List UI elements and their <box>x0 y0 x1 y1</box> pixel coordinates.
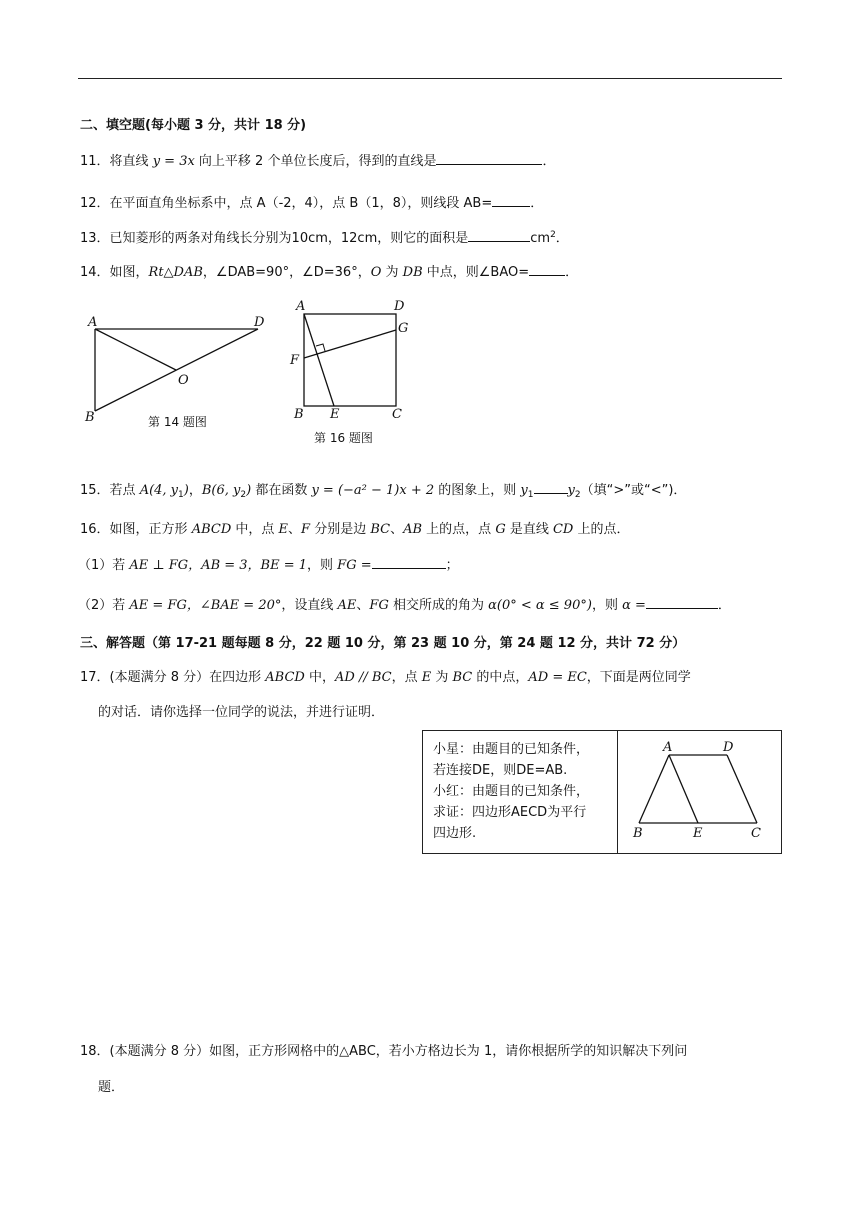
q16-text-2: 中，点 <box>231 522 279 537</box>
q11-answer-blank[interactable] <box>436 152 542 165</box>
q17-parallel: AD // BC <box>335 670 392 685</box>
q16-side-bc: BC <box>370 522 391 537</box>
q15-y1: y <box>520 483 528 498</box>
q16-part1-text: （1）若 <box>78 558 130 573</box>
q16-point-g: G <box>495 522 506 537</box>
question-16-part-2 <box>78 594 731 613</box>
q16-part1-text-2: ，则 <box>307 558 338 573</box>
question-13 <box>80 227 569 246</box>
q11-end: ． <box>542 154 556 169</box>
header-rule <box>78 78 782 79</box>
q16-part2-fg: FG <box>369 598 389 613</box>
q14-text: 14．如图， <box>80 265 149 280</box>
q15-text-2: 都在函数 <box>251 483 312 498</box>
q16-part1-expression: AE ⊥ FG，AB = 3，BE = 1 <box>129 558 308 573</box>
q16-part2-text-4: 相交所成的角为 <box>388 598 489 613</box>
q17-text: 17．(本题满分 8 分）在四边形 <box>80 670 266 685</box>
q16-part1-end: ； <box>445 558 459 573</box>
q16-part1-answer-blank[interactable] <box>372 556 446 569</box>
q13-answer-blank[interactable] <box>468 229 530 242</box>
fig16-label-a: A <box>296 299 306 314</box>
q16-text-3: 、 <box>288 522 302 537</box>
q17-fig-label-a: A <box>663 740 673 755</box>
q15-y2: y <box>567 483 575 498</box>
q17-dialog-line: 求证：四边形AECD为平行 <box>433 805 587 820</box>
q16-part2-text-5: ，则 <box>591 598 623 613</box>
fig16-segment-ae <box>304 314 334 406</box>
question-18-line-2: 题． <box>98 1080 125 1095</box>
fig14-label-b: B <box>85 410 95 425</box>
q17-text-3: ，点 <box>391 670 422 685</box>
section-heading-fill-in: 二、填空题(每小题 3 分，共计 18 分) <box>80 118 307 133</box>
q15-y2-sub: 2 <box>574 490 581 500</box>
q13-end: ． <box>555 231 569 246</box>
q13-unit: cm <box>530 231 551 246</box>
q16-end: 上的点． <box>573 522 630 537</box>
q14-text-4: 中点，则∠BAO= <box>422 265 530 280</box>
q17-fig-label-b: B <box>633 826 643 841</box>
q17-fig-label-d: D <box>723 740 734 755</box>
q16-part2-text: （2）若 <box>78 598 130 613</box>
q17-fig-side-ab <box>639 755 669 823</box>
fig16-caption: 第 16 题图 <box>314 431 373 445</box>
q11-text: 11．将直线 <box>80 154 153 169</box>
q16-part2-ae: AE <box>337 598 357 613</box>
q16-part2-end: ． <box>717 598 731 613</box>
q16-text-6: 上的点，点 <box>422 522 496 537</box>
q17-dialog-line: 四边形. <box>433 826 477 841</box>
q17-dialog-box <box>422 730 782 854</box>
fig14-label-a: A <box>88 315 98 330</box>
q16-text-5: 、 <box>390 522 404 537</box>
question-18-line-1: 18．(本题满分 8 分）如图，正方形网格中的△ABC，若小方格边长为 1，请你根据所学的知识解决下列问 <box>80 1044 688 1059</box>
q17-text-2: 中， <box>304 670 335 685</box>
q12-end: ． <box>530 196 544 211</box>
q17-fig-side-dc <box>727 755 757 823</box>
q16-part2-expression: AE = FG，∠BAE = 20° <box>129 598 282 613</box>
question-15 <box>80 479 686 500</box>
fig16-square <box>304 314 396 406</box>
fig16-label-e: E <box>330 407 340 422</box>
q14-answer-blank[interactable] <box>529 263 565 276</box>
question-14 <box>80 261 578 280</box>
fig16-label-b: B <box>294 407 304 422</box>
q17-point-e: E <box>421 670 432 685</box>
q17-equality: AD = EC <box>528 670 587 685</box>
fig14-segment-ao <box>95 329 176 370</box>
q15-point-a-sub: 1 <box>178 490 184 500</box>
q17-dialog-line: 若连接DE，则DE=AB. <box>433 763 568 778</box>
q15-answer-blank[interactable] <box>534 481 568 494</box>
question-16 <box>80 518 629 537</box>
q16-part1-fg: FG = <box>337 558 372 573</box>
q16-square-name: ABCD <box>191 522 232 537</box>
figure-16 <box>282 296 422 448</box>
q16-point-e: E <box>278 522 289 537</box>
question-16-part-1 <box>78 554 459 573</box>
q13-text: 13．已知菱形的两条对角线长分别为10cm，12cm，则它的面积是 <box>80 231 469 246</box>
fig16-label-g: G <box>398 321 409 336</box>
q14-triangle: Rt△DAB <box>148 265 203 280</box>
q17-fig-label-e: E <box>693 826 703 841</box>
q11-text-2: 向上平移 2 个单位长度后，得到的直线是 <box>194 154 437 169</box>
q15-end: （填“>”或“<”)． <box>580 483 687 498</box>
q15-point-b-sub: 2 <box>240 490 247 500</box>
q17-fig-segment-ae <box>669 755 698 823</box>
q14-end: ． <box>565 265 579 280</box>
q17-side-bc: BC <box>452 670 473 685</box>
q15-text-3: 的图象上，则 <box>434 483 521 498</box>
fig14-label-o: O <box>178 373 189 388</box>
q17-text-4: 为 <box>431 670 453 685</box>
section-heading-answer: 三、解答题（第 17-21 题每题 8 分，22 题 10 分，第 23 题 10 分，第 24 题 12 分，共计 72 分） <box>80 636 686 651</box>
q17-fig-label-c: C <box>751 826 761 841</box>
q17-quad-name: ABCD <box>265 670 305 685</box>
question-12 <box>80 192 543 211</box>
q16-text-4: 分别是边 <box>310 522 371 537</box>
q16-text-7: 是直线 <box>505 522 553 537</box>
fig14-caption: 第 14 题图 <box>148 415 207 429</box>
q16-part2-text-2: ，设直线 <box>281 598 338 613</box>
question-17-line-1 <box>80 666 691 685</box>
fig16-right-angle <box>316 344 325 351</box>
fig16-label-f: F <box>290 353 300 368</box>
figure-14 <box>78 306 278 436</box>
q17-dialog-line: 小星：由题目的已知条件， <box>433 742 590 757</box>
fig16-label-d: D <box>394 299 405 314</box>
q16-point-f: F <box>301 522 311 537</box>
q16-line-cd: CD <box>552 522 574 537</box>
q17-dialog-text <box>433 739 613 844</box>
q14-segment-db: DB <box>402 265 423 280</box>
q17-dialog-line: 小红：由题目的已知条件， <box>433 784 590 799</box>
q16-part2-answer-blank[interactable] <box>646 596 718 609</box>
q15-point-a: A(4, y <box>139 483 179 498</box>
question-11 <box>80 150 555 169</box>
fig16-segment-fg <box>304 330 396 358</box>
q15-point-a-end: ) <box>183 483 189 498</box>
q17-text-5: 的中点， <box>472 670 529 685</box>
q16-part2-alpha-range: α(0° < α ≤ 90°) <box>488 598 592 613</box>
question-17-line-2: 的对话．请你选择一位同学的说法，并进行证明． <box>98 705 385 720</box>
q12-answer-blank[interactable] <box>492 194 530 207</box>
q16-text: 16．如图，正方形 <box>80 522 192 537</box>
q17-figure <box>619 731 781 853</box>
q15-function: y = (−a² − 1)x + 2 <box>311 483 435 498</box>
q14-text-2: ，∠DAB=90°，∠D=36°， <box>202 265 371 280</box>
q15-y1-sub: 1 <box>527 490 534 500</box>
q11-expression: y = 3x <box>152 154 195 169</box>
q12-text: 12．在平面直角坐标系中，点 A（-2，4），点 B（1，8），则线段 AB= <box>80 196 493 211</box>
q15-point-b: B(6, y <box>201 483 241 498</box>
q16-part2-text-3: 、 <box>356 598 370 613</box>
q14-point-o: O <box>370 265 382 280</box>
q17-text-6: ，下面是两位同学 <box>586 670 691 685</box>
q14-text-3: 为 <box>381 265 403 280</box>
fig14-label-d: D <box>254 315 265 330</box>
q16-side-ab: AB <box>403 522 423 537</box>
q15-sep: ， <box>188 483 202 498</box>
q15-text: 15．若点 <box>80 483 140 498</box>
q16-part2-alpha: α = <box>622 598 646 613</box>
q13-unit-sup: 2 <box>550 230 556 240</box>
q17-dialog-divider <box>617 731 618 853</box>
fig16-label-c: C <box>392 407 402 422</box>
q15-point-b-end: ) <box>246 483 252 498</box>
